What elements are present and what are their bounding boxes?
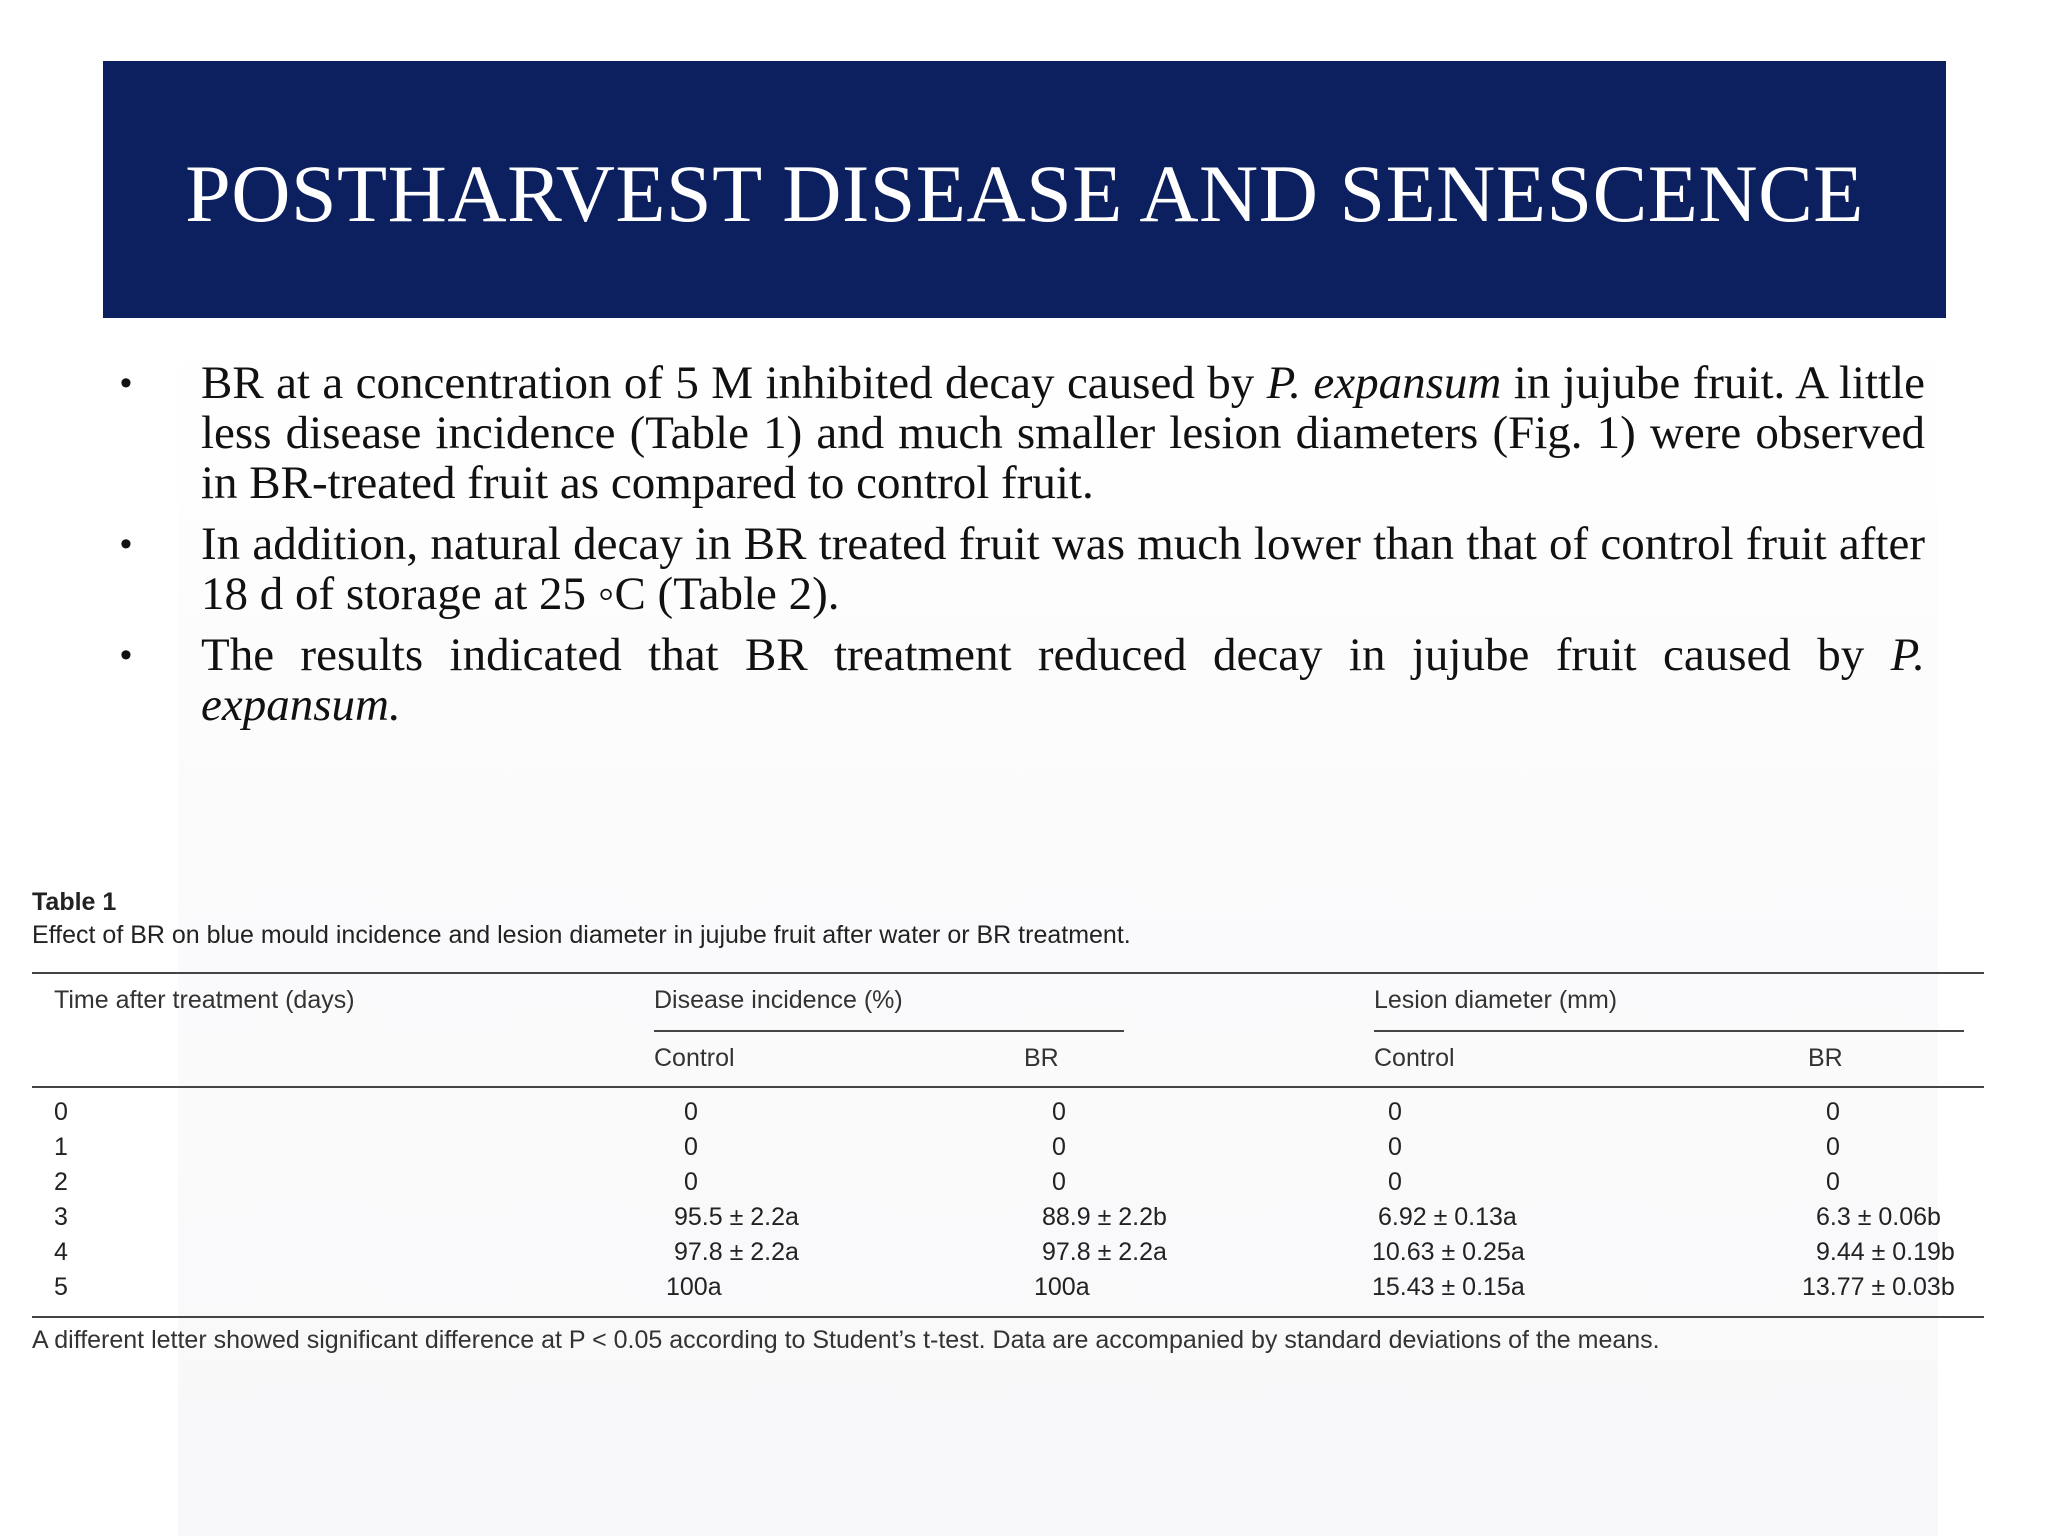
species-name: P. expansum. bbox=[201, 629, 1925, 731]
cell-incidence-control: 0 bbox=[684, 1168, 698, 1196]
bullet-marker: • bbox=[120, 636, 132, 674]
bullet-item bbox=[120, 630, 1925, 730]
table-caption: Effect of BR on blue mould incidence and lesion diameter in jujube fruit after water or BR treatment. bbox=[32, 921, 1131, 949]
header-group-rule bbox=[1374, 1030, 1964, 1032]
cell-incidence-control: 100a bbox=[666, 1273, 722, 1301]
cell-incidence-br: 0 bbox=[1052, 1133, 1066, 1161]
bullet-list bbox=[120, 358, 1925, 741]
cell-incidence-br: 0 bbox=[1052, 1098, 1066, 1126]
title-banner bbox=[103, 61, 1946, 318]
header-incidence-br: BR bbox=[1024, 1044, 1059, 1072]
cell-incidence-br: 100a bbox=[1034, 1273, 1090, 1301]
cell-lesion-control: 6.92 ± 0.13a bbox=[1378, 1203, 1517, 1231]
table-figure bbox=[32, 886, 1984, 1354]
header-rule bbox=[32, 1086, 1984, 1088]
cell-incidence-control: 95.5 ± 2.2a bbox=[674, 1203, 799, 1231]
cell-time: 2 bbox=[54, 1168, 68, 1196]
header-group-rule bbox=[654, 1030, 1124, 1032]
cell-time: 4 bbox=[54, 1238, 68, 1266]
cell-time: 3 bbox=[54, 1203, 68, 1231]
cell-lesion-control: 0 bbox=[1388, 1133, 1402, 1161]
cell-lesion-control: 10.63 ± 0.25a bbox=[1372, 1238, 1525, 1266]
cell-incidence-control: 97.8 ± 2.2a bbox=[674, 1238, 799, 1266]
species-name: P. expansum bbox=[1266, 357, 1502, 409]
cell-time: 0 bbox=[54, 1098, 68, 1126]
cell-time: 1 bbox=[54, 1133, 68, 1161]
cell-lesion-br: 13.77 ± 0.03b bbox=[1802, 1273, 1955, 1301]
header-time: Time after treatment (days) bbox=[54, 986, 355, 1014]
bullet-text: BR at a concentration of 5 M inhibited decay caused by bbox=[201, 357, 1267, 409]
header-disease-incidence: Disease incidence (%) bbox=[654, 986, 903, 1014]
cell-lesion-control: 0 bbox=[1388, 1168, 1402, 1196]
cell-lesion-control: 15.43 ± 0.15a bbox=[1372, 1273, 1525, 1301]
cell-incidence-br: 88.9 ± 2.2b bbox=[1042, 1203, 1167, 1231]
header-lesion-br: BR bbox=[1808, 1044, 1843, 1072]
cell-lesion-br: 9.44 ± 0.19b bbox=[1816, 1238, 1955, 1266]
header-incidence-control: Control bbox=[654, 1044, 735, 1072]
table-label: Table 1 bbox=[32, 888, 117, 916]
cell-incidence-control: 0 bbox=[684, 1133, 698, 1161]
cell-time: 5 bbox=[54, 1273, 68, 1301]
table-footnote: A different letter showed significant difference at P < 0.05 according to Student’s t-test. Data are accompanied by standard deviations of the means. bbox=[32, 1326, 1660, 1354]
cell-lesion-br: 0 bbox=[1826, 1133, 1840, 1161]
bullet-text: In addition, natural decay in BR treated fruit was much lower than that of control fruit after 18 d of storage at 25 ◦C (Table 2). bbox=[201, 518, 1925, 620]
cell-incidence-control: 0 bbox=[684, 1098, 698, 1126]
cell-lesion-br: 0 bbox=[1826, 1168, 1840, 1196]
bullet-item bbox=[120, 358, 1925, 508]
bullet-text: in jujube fruit. A little less disease incidence (Table 1) and much smaller lesion diameters (Fig. 1) were observed in BR-treated fruit as compared to control fruit. bbox=[201, 357, 1925, 509]
bullet-text: The results indicated that BR treatment reduced decay in jujube fruit caused by bbox=[201, 629, 1891, 681]
header-lesion-diameter: Lesion diameter (mm) bbox=[1374, 986, 1618, 1014]
slide-title: POSTHARVEST DISEASE AND SENESCENCE bbox=[185, 147, 1864, 239]
cell-lesion-control: 0 bbox=[1388, 1098, 1402, 1126]
header-lesion-control: Control bbox=[1374, 1044, 1455, 1072]
cell-incidence-br: 97.8 ± 2.2a bbox=[1042, 1238, 1167, 1266]
bullet-marker: • bbox=[120, 525, 132, 563]
cell-lesion-br: 0 bbox=[1826, 1098, 1840, 1126]
cell-incidence-br: 0 bbox=[1052, 1168, 1066, 1196]
bullet-marker: • bbox=[120, 364, 132, 402]
data-table bbox=[32, 972, 1984, 1318]
bullet-item bbox=[120, 519, 1925, 619]
cell-lesion-br: 6.3 ± 0.06b bbox=[1816, 1203, 1941, 1231]
